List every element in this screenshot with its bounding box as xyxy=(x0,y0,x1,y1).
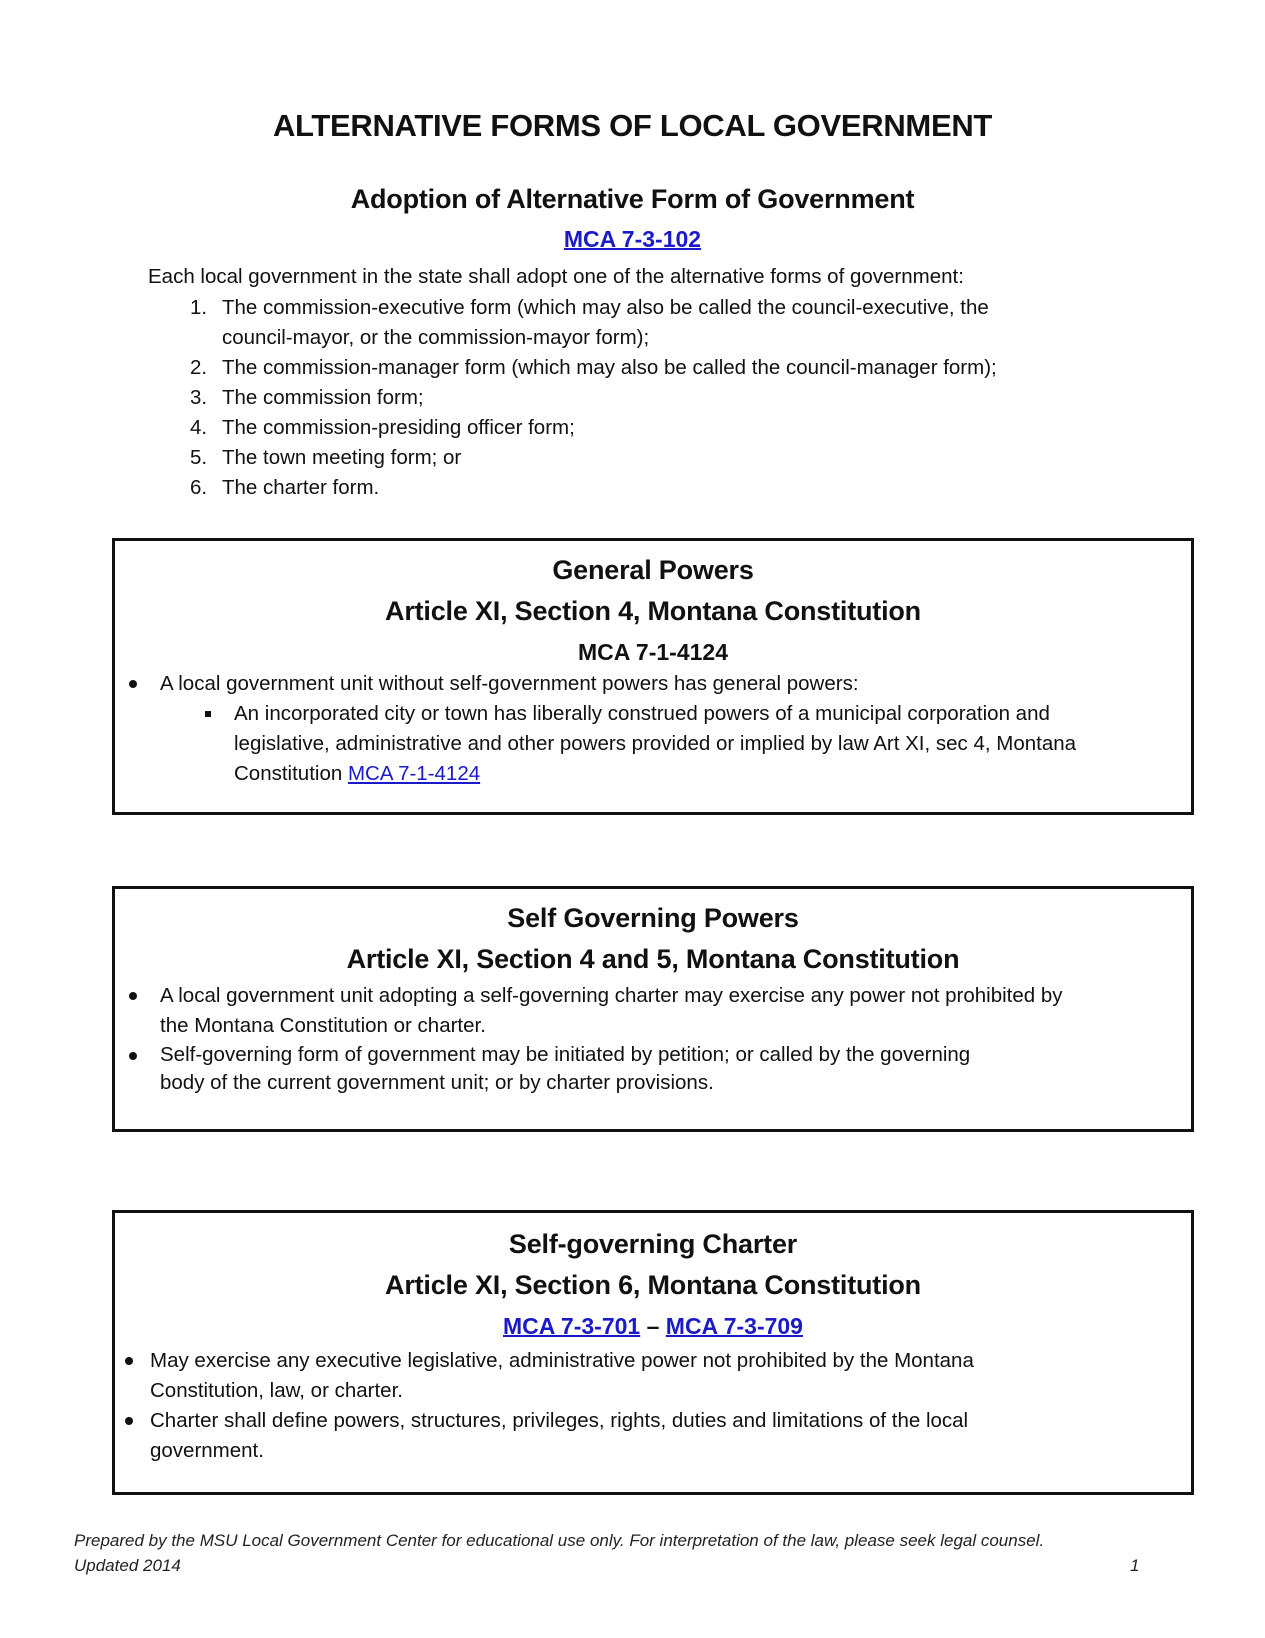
general-powers-subheading: Article XI, Section 4, Montana Constitution xyxy=(385,596,921,626)
self-governing-powers-box xyxy=(112,886,1194,1132)
page-title: ALTERNATIVE FORMS OF LOCAL GOVERNMENT xyxy=(272,108,993,143)
bullet-item: Self-governing form of government may be initiated by petition; or called by the governing body of the current government unit; or by charter provisions. xyxy=(115,1041,1185,1097)
charter-citation-range: MCA 7-3-701 – MCA 7-3-709 xyxy=(503,1313,803,1339)
adoption-intro: Each local government in the state shall adopt one of the alternative forms of government: xyxy=(148,265,964,288)
charter-subheading: Article XI, Section 6, Montana Constitution xyxy=(385,1270,921,1300)
mca-7-3-102-link[interactable]: MCA 7-3-102 xyxy=(563,226,702,252)
footer-disclaimer: Prepared by the MSU Local Government Center for educational use only. For interpretation of the law, please seek legal counsel. xyxy=(74,1531,1045,1550)
mca-7-3-701-link[interactable]: MCA 7-3-701 xyxy=(503,1313,641,1339)
general-powers-heading: General Powers xyxy=(552,555,754,585)
bullet-item: A local government unit without self-government powers has general powers: xyxy=(115,669,1185,699)
mca-7-1-4124-link[interactable]: MCA 7-1-4124 xyxy=(347,762,481,785)
page-number: 1 xyxy=(1130,1556,1140,1575)
bullet-dot-icon xyxy=(129,680,137,688)
form-item: 6. The charter form. xyxy=(190,476,380,499)
bullet-dot-icon xyxy=(129,992,137,1000)
bullet-square-icon xyxy=(205,711,211,717)
bullet-item: A local government unit adopting a self-governing charter may exercise any power not prohibited by the Montana Constitution or charter. xyxy=(115,981,1185,1041)
charter-heading: Self-governing Charter xyxy=(508,1229,798,1259)
form-item: 2. The commission-manager form (which may also be called the council-manager form); xyxy=(190,356,997,379)
bullet-dot-icon xyxy=(129,1052,137,1060)
general-powers-bullets xyxy=(115,669,1185,789)
form-item: 3. The commission form; xyxy=(190,386,424,409)
self-governing-powers-heading: Self Governing Powers xyxy=(507,903,799,933)
adoption-citation xyxy=(0,226,1265,253)
self-governing-charter-box xyxy=(112,1210,1194,1495)
self-governing-powers-bullets xyxy=(115,981,1185,1097)
form-item: 5. The town meeting form; or xyxy=(190,446,462,469)
forms-list xyxy=(190,293,1110,503)
general-powers-citation: MCA 7-1-4124 xyxy=(578,639,728,665)
self-governing-powers-subheading: Article XI, Section 4 and 5, Montana Constitution xyxy=(346,944,960,974)
general-powers-box xyxy=(112,538,1194,815)
bullet-item: Charter shall define powers, structures, privileges, rights, duties and limitations of the local government. xyxy=(115,1406,1185,1466)
footer-updated: Updated 2014 xyxy=(74,1556,181,1575)
charter-bullets xyxy=(115,1346,1185,1466)
form-item: 1. The commission-executive form (which may also be called the council-executive, the council-mayor, or the commission-mayor form); xyxy=(190,296,989,349)
adoption-heading: Adoption of Alternative Form of Government xyxy=(350,184,915,214)
form-item: 4. The commission-presiding officer form; xyxy=(190,416,575,439)
sub-bullet-item: An incorporated city or town has liberally construed powers of a municipal corporation and legislative, administrative and other powers provided or implied by law Art XI, sec 4, Montana Constitution MCA 7-1-4124 xyxy=(115,699,1185,789)
bullet-dot-icon xyxy=(125,1417,133,1425)
bullet-item: May exercise any executive legislative, administrative power not prohibited by the Montana Constitution, law, or charter. xyxy=(115,1346,1185,1406)
mca-7-3-709-link[interactable]: MCA 7-3-709 xyxy=(665,1313,803,1339)
bullet-dot-icon xyxy=(125,1357,133,1365)
